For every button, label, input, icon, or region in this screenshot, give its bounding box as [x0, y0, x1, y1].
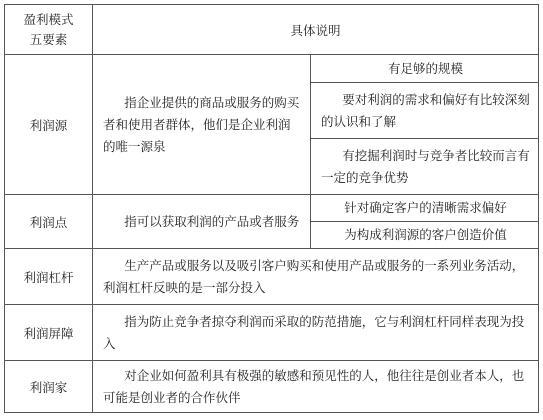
- row-description-cell: [93, 305, 539, 361]
- header-model-elements: [5, 5, 93, 55]
- row-description-text: 指为防止竞争者掠夺利润而采取的防范措施，它与利润杠杆同样表现为投入: [103, 313, 525, 351]
- row-detail-cell: 为构成利润源的客户创造价值: [311, 222, 539, 249]
- table-row: [5, 249, 539, 305]
- row-description-cell: [93, 195, 311, 249]
- header-description: 具体说明: [93, 5, 539, 55]
- header-model-line1: 盈利模式: [23, 11, 74, 27]
- row-detail-text: 有挖掘利润时与竞争者比较而言有一定的竞争优势: [321, 147, 530, 185]
- header-row: [5, 5, 539, 55]
- row-name-cell: 利润杠杆: [5, 249, 93, 305]
- row-detail-cell: [311, 83, 539, 139]
- row-name-cell: 利润屏障: [5, 305, 93, 361]
- row-description-cell: [93, 249, 539, 305]
- row-name-cell: 利润家: [5, 361, 93, 413]
- row-description-text: 生产产品或服务以及吸引客户购买和使用产品或服务的一系列业务活动，利润杠杆反映的是一部分投入: [103, 257, 525, 295]
- row-name-cell: 利润点: [5, 195, 93, 249]
- row-description-cell: [93, 361, 539, 413]
- row-name-cell: 利润源: [5, 55, 93, 195]
- table-row: [5, 195, 539, 222]
- row-description-text: 对企业如何盈利具有极强的敏感和预见性的人，他往往是创业者本人，也可能是创业者的合作伙伴: [103, 367, 525, 405]
- row-description-text: 指可以获取利润的产品或者服务: [124, 213, 300, 229]
- header-model-line2: 五要素: [29, 31, 68, 47]
- row-description-text: 指企业提供的商品或服务的购买者和使用者群体，他们是企业利润的唯一源泉: [103, 94, 300, 154]
- row-detail-text: 要对利润的需求和偏好有比较深刻的认识和了解: [321, 91, 530, 129]
- row-detail-cell: 有足够的规模: [311, 55, 539, 83]
- table-row: [5, 305, 539, 361]
- table-row: [5, 55, 539, 83]
- row-detail-cell: [311, 139, 539, 195]
- profit-model-table: [4, 4, 539, 413]
- table-row: [5, 361, 539, 413]
- row-detail-cell: 针对确定客户的清晰需求偏好: [311, 195, 539, 222]
- row-description-cell: [93, 55, 311, 195]
